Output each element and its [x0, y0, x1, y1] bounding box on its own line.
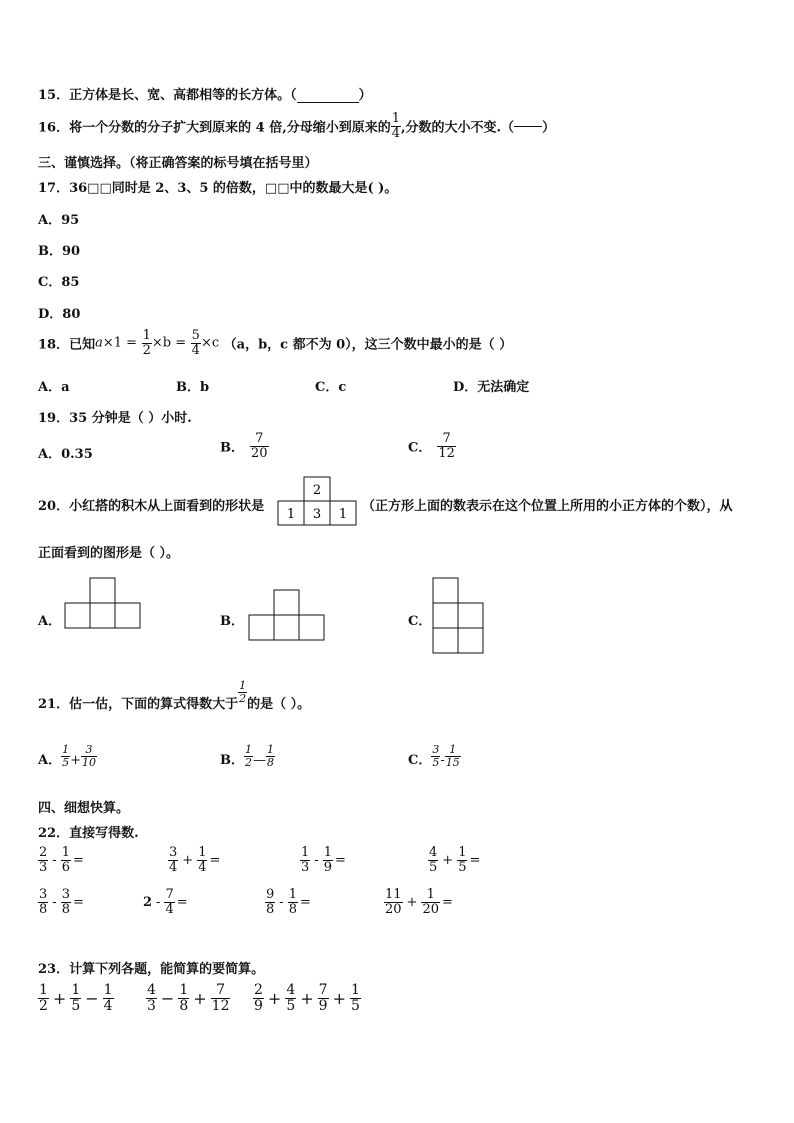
q21-option-c[interactable]: C． $\frac{3}{5}$ - $\frac{1}{15}$ [408, 743, 460, 769]
q21-stem: 21．估一估，下面的算式得数大于 $\frac{1}{2}$ 的是（ ）。 [38, 679, 311, 713]
q17-option-c[interactable]: C．85 [38, 275, 80, 290]
q22-item: $\frac{3}{4}$ + $\frac{1}{4}$ = [169, 845, 221, 875]
q20-figure-b [248, 589, 328, 643]
q17-option-a[interactable]: A．95 [38, 213, 80, 228]
section4-heading: 四、细想快算。 [38, 801, 130, 816]
q19-option-c[interactable]: C． $\frac{7}{12}$ [408, 431, 455, 461]
q15-text: 15．正方体是长、宽、高都相等的长方体。（ [38, 88, 297, 103]
q20-grid-b3: 1 [338, 507, 348, 522]
q21-option-a[interactable]: A． $\frac{1}{5}$ + $\frac{3}{10}$ [38, 743, 96, 769]
q22-item: $\frac{9}{8}$ - $\frac{1}{8}$ = [266, 887, 311, 917]
q22-stem: 22．直接写得数. [38, 826, 139, 841]
q20-figure-c [432, 577, 488, 657]
q18-option-d[interactable]: D．无法确定 [453, 380, 530, 395]
q22-item: $\frac{1}{3}$ - $\frac{1}{9}$ = [301, 845, 346, 875]
q18-stem: 18．已知a×1 = $\frac{1}{2}$ ×b = $\frac{5}{4}$ ×c （a，b，c 都不为 0），这三个数中最小的是（ ） [38, 328, 513, 358]
q20-post: （正方形上面的数表示在这个位置上所用的小正方体的个数），从 [362, 499, 733, 514]
q20-grid-b2: 3 [312, 507, 322, 522]
q22-item: $\frac{11}{20}$ + $\frac{1}{20}$ = [385, 887, 453, 917]
section3-heading: 三、谨慎选择。（将正确答案的标号填在括号里） [38, 156, 318, 171]
q22-item: 2 - $\frac{7}{4}$ = [143, 887, 188, 917]
q20-top-view-grid [276, 476, 358, 528]
q22-item: $\frac{2}{3}$ - $\frac{1}{6}$ = [39, 845, 84, 875]
q23-stem: 23．计算下列各题，能简算的要简算。 [38, 962, 265, 977]
q20-line2: 正面看到的图形是（ ）。 [38, 546, 180, 561]
q16-blank[interactable] [514, 126, 542, 127]
q23-expression-2: $\frac{4}{3}$ − $\frac{1}{8}$ + $\frac{7}{12}$ [147, 982, 230, 1014]
q16-text-b: ,分数的大小不变.（ [401, 120, 515, 136]
q20-option-b[interactable]: B． [220, 614, 244, 629]
q19-option-a[interactable]: A．0.35 [38, 447, 93, 462]
q20-option-c[interactable]: C． [408, 614, 432, 629]
q23-expression-3: $\frac{2}{9}$ + $\frac{4}{5}$ + $\frac{7}{9}$ + $\frac{1}{5}$ [254, 982, 360, 1014]
q16: 16．将一个分数的分子扩大到原来的 4 倍,分母缩小到原来的 $\frac{1}{4}$ ,分数的大小不变.（ ） [38, 111, 556, 141]
q17-option-d[interactable]: D．80 [38, 307, 81, 322]
q20-grid-top: 2 [312, 483, 322, 498]
q22-item: $\frac{3}{8}$ - $\frac{3}{8}$ = [39, 887, 84, 917]
q20-grid-b1: 1 [286, 507, 296, 522]
q15: 15．正方体是长、宽、高都相等的长方体。（ ） [38, 88, 372, 103]
q21-option-b[interactable]: B． $\frac{1}{2}$ — $\frac{1}{8}$ [220, 743, 274, 769]
q18-option-b[interactable]: B．b [176, 380, 210, 395]
q20-figure-a-fix [64, 577, 144, 657]
q16-fraction: $\frac{1}{4}$ [391, 111, 400, 141]
q18-option-c[interactable]: C．c [315, 380, 347, 395]
q17-stem: 17．36□□同时是 2、3、5 的倍数，□□中的数最大是( )。 [38, 181, 398, 196]
q20-option-a[interactable]: A． [38, 614, 62, 629]
q19-stem: 19．35 分钟是（ ）小时. [38, 411, 192, 426]
q20-pre: 20．小红搭的积木从上面看到的形状是 [38, 499, 265, 514]
q23-expression-1: $\frac{1}{2}$ + $\frac{1}{5}$ − $\frac{1}{4}$ [39, 982, 113, 1014]
q19-option-b[interactable]: B． $\frac{7}{20}$ [220, 431, 268, 461]
q18-option-a[interactable]: A．a [38, 380, 70, 395]
q22-item: $\frac{4}{5}$ + $\frac{1}{5}$ = [429, 845, 481, 875]
q15-blank[interactable] [297, 102, 359, 103]
q16-text-a: 16．将一个分数的分子扩大到原来的 4 倍,分母缩小到原来的 [38, 120, 391, 136]
q17-option-b[interactable]: B．90 [38, 244, 81, 259]
